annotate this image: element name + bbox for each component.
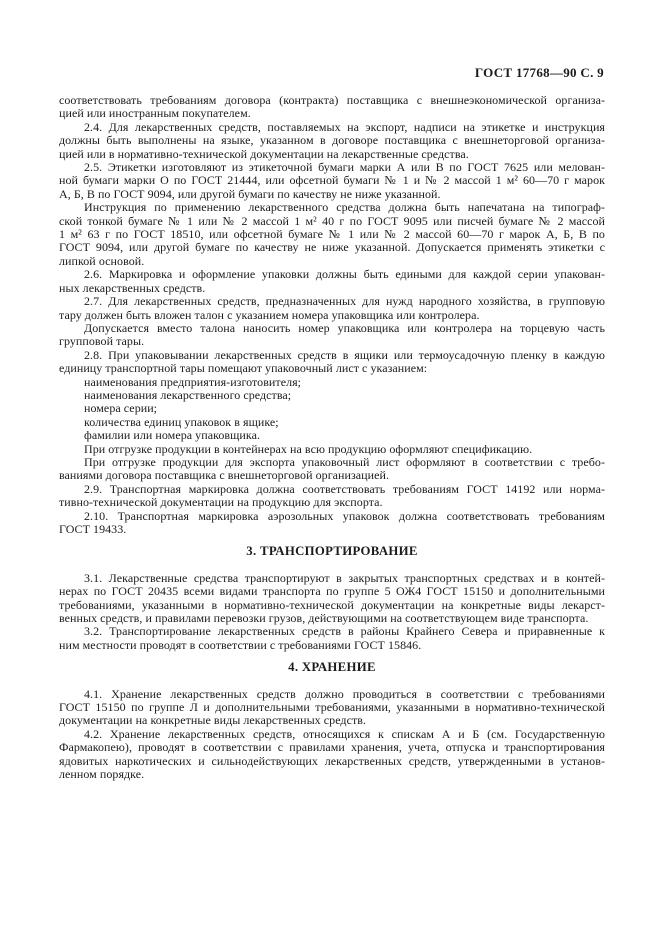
text-line: единицу транспортной тары помещают упаковочный лист с указанием: bbox=[59, 361, 428, 376]
text-line: ных лекарственных средств. bbox=[59, 280, 206, 295]
text-line: ГОСТ 15150 по группе Л и дополнительными требованиями, указанными в нормативно-технической bbox=[59, 700, 605, 715]
text-line: Допускается вместо талона наносить номер упаковщика или контролера на торцевую часть bbox=[84, 320, 605, 335]
text-line: ним местности проводят в соответствии с требованиями ГОСТ 15846. bbox=[59, 637, 422, 652]
text-line: 2.6. Маркировка и оформление упаковки должны быть едиными для каждой серии упакован- bbox=[84, 267, 605, 282]
text-line: При отгрузке продукции в контейнерах на всю продукцию оформляют спецификацию. bbox=[84, 441, 533, 456]
text-line: При отгрузке продукции для экспорта упаковочный лист оформляют в соответствии с требо- bbox=[84, 454, 605, 469]
paragraph bbox=[59, 456, 605, 483]
text-line: 4.2. Хранение лекарственных средств, относящихся к спискам А и Б (см. Государственную bbox=[84, 726, 605, 741]
list-item bbox=[59, 416, 605, 429]
paragraph bbox=[59, 94, 605, 121]
paragraph bbox=[59, 322, 605, 349]
text-line: наименования предприятия-изготовителя; bbox=[84, 374, 302, 389]
text-line: наименования лекарственного средства; bbox=[84, 387, 292, 402]
paragraph bbox=[59, 510, 605, 537]
text-line: соответствовать требованиям договора (контракта) поставщика с внешнеэкономической организа- bbox=[59, 93, 605, 107]
text-line: количества единиц упаковок в ящике; bbox=[84, 414, 279, 429]
text-line: 2.7. Для лекарственных средств, предназначенных для нужд народного хозяйства, в групповую bbox=[84, 294, 605, 309]
text-line: венных средств, и правилами перевозки грузов, действующими на соответствующем виде транспорта. bbox=[59, 611, 589, 626]
paragraph bbox=[59, 161, 605, 201]
paragraph bbox=[59, 349, 605, 376]
text-line: цией или иностранным покупателем. bbox=[59, 106, 251, 121]
text-line: ГОСТ 19433. bbox=[59, 522, 127, 536]
text-line: тару должен быть вложен талон с указанием номера упаковщика или контролера. bbox=[59, 307, 480, 322]
text-line: нерах по ГОСТ 20435 всеми видами транспорта по группе 5 ОЖ4 ГОСТ 15150 и дополнительными bbox=[59, 584, 605, 599]
page-header: ГОСТ 17768—90 С. 9 bbox=[474, 65, 604, 80]
text-line: 2.9. Транспортная маркировка должна соответствовать требованиям ГОСТ 14192 или норма- bbox=[84, 481, 605, 496]
text-line: ской тонкой бумаге № 1 или № 2 массой 1 м² 40 г по ГОСТ 9095 или писчей бумаге № 2 массой bbox=[59, 213, 605, 228]
text-line: Фармакопею), проводят в соответствии с правилами хранения, учета, отпуска и транспортирования bbox=[59, 740, 605, 755]
text-line: 2.10. Транспортная маркировка аэрозольных упаковок должна соответствовать требованиям bbox=[84, 508, 605, 523]
text-line: 2.8. При упаковывании лекарственных средств в ящики или термоусадочную пленку в каждую bbox=[84, 347, 605, 362]
text-line: фамилии или номера упаковщика. bbox=[84, 428, 260, 443]
text-line: требованиями, указанными в нормативно-технической документации на конкретные виды лекарст- bbox=[59, 597, 605, 612]
text-line: 2.5. Этикетки изготовляют из этикеточной бумаги марки А или В по ГОСТ 7625 или мелован- bbox=[84, 160, 605, 175]
paragraph bbox=[59, 483, 605, 510]
list-item bbox=[59, 376, 605, 389]
paragraph bbox=[59, 443, 605, 456]
section-heading: 3. ТРАНСПОРТИРОВАНИЕ bbox=[246, 544, 418, 559]
text-line: номера серии; bbox=[84, 401, 158, 416]
text-line: документации на конкретные виды лекарственных средств. bbox=[59, 713, 367, 728]
text-line: цией или в нормативно-технической документации на лекарственные средства. bbox=[59, 146, 469, 161]
text-line: ной бумаги марки О по ГОСТ 21444, или офсетной бумаги № 1 и № 2 массой 1 м² 60—70 г марок bbox=[59, 173, 605, 188]
text-line: 4.1. Хранение лекарственных средств должно проводиться в соответствии с требованиями bbox=[84, 686, 605, 701]
text-line: должны быть выполнены на языке, указанном в договоре поставщика с внешнеторговой организа- bbox=[59, 133, 605, 148]
text-line: ленном порядке. bbox=[59, 767, 145, 782]
text-line: Инструкция по применению лекарственного средства должна быть напечатана на типограф- bbox=[84, 200, 605, 215]
paragraph bbox=[59, 121, 605, 161]
text-line: липкой основой. bbox=[59, 253, 145, 268]
paragraph bbox=[59, 572, 605, 626]
paragraph bbox=[59, 625, 605, 652]
list-item bbox=[59, 429, 605, 442]
document-body bbox=[59, 94, 605, 782]
text-line: групповой тары. bbox=[59, 334, 145, 349]
paragraph bbox=[59, 295, 605, 322]
text-line: ГОСТ 9094, или другой бумаге по качеству не ниже указанной. Допускается применять этикетки с bbox=[59, 240, 605, 255]
text-line: 3.2. Транспортирование лекарственных средств в районы Крайнего Севера и приравненные к bbox=[84, 624, 605, 639]
text-line: тивно-технической документации на продукцию для экспорта. bbox=[59, 495, 383, 510]
paragraph bbox=[59, 268, 605, 295]
paragraph bbox=[59, 728, 605, 782]
text-line: 3.1. Лекарственные средства транспортируют в закрытых транспортных средствах и в контей- bbox=[84, 570, 605, 585]
text-line: ядовитых наркотических и сильнодействующих лекарственных средств, утвержденными в установ- bbox=[59, 753, 605, 768]
text-line: ваниями договора поставщика с внешнеторговой организацией. bbox=[59, 468, 390, 483]
text-line: 1 м² 63 г по ГОСТ 18510, или офсетной бумаге № 1 или № 2 массой 60—70 г марок А, Б, В по bbox=[59, 227, 605, 242]
paragraph bbox=[59, 688, 605, 728]
list-item bbox=[59, 402, 605, 415]
list-item bbox=[59, 389, 605, 402]
text-line: 2.4. Для лекарственных средств, поставляемых на экспорт, надписи на этикетке и инструкция bbox=[84, 119, 605, 134]
text-line: А, Б, В по ГОСТ 9094, или другой бумаги по качеству не ниже указанной. bbox=[59, 186, 441, 201]
section-heading: 4. ХРАНЕНИЕ bbox=[288, 660, 376, 675]
paragraph bbox=[59, 201, 605, 268]
